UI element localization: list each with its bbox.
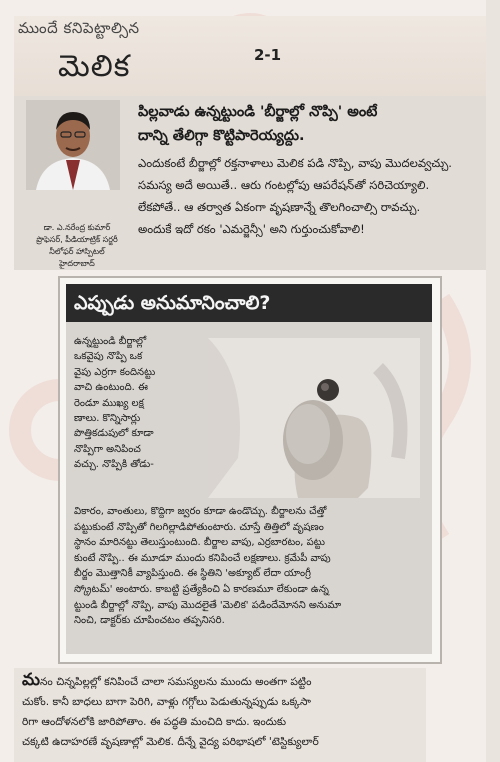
author-caption	[22, 222, 132, 270]
box-line: ఉన్నట్టుండి బీర్జాల్లో	[74, 336, 147, 347]
medical-photo	[208, 338, 420, 498]
box-line: కుంటే నొప్పి.. ఈ మూడూ ముందు కనిపించే లక్షణాలు. క్రమేపీ వాపు	[74, 552, 331, 564]
lead-section	[14, 96, 486, 270]
author-designation: ప్రొఫెసర్, పీడియాట్రిక్ సర్జరీ	[36, 235, 118, 244]
box-line: బీర్జం మొత్తానికీ వ్యాపిస్తుంది. ఈ స్థితిని 'అక్యూట్ లేదా యాంగ్రీ	[74, 568, 311, 580]
lead-body-line: ఎందుకంటే బీర్జాల్లో రక్తనాళాలు మెలిక పడి నొప్పి, వాపు మొదలవ్వచ్చు.	[138, 156, 452, 170]
lead-text	[138, 100, 482, 240]
lead-question-line: పిల్లవాడు ఉన్నట్టుండి 'బీర్జాల్లో నొప్పి' అంటే	[138, 104, 378, 120]
page-number: 2-1	[254, 46, 282, 64]
body-section	[14, 668, 426, 762]
author-name: డా. ఎ.నరేంద్ర కుమార్	[43, 223, 111, 232]
info-box	[58, 276, 442, 664]
info-box-full-text	[74, 504, 426, 629]
body-line: చక్కటి ఉదాహరణే వృషణాల్లో మెలిక. దీన్నే వైద్య పరిభాషలో 'టెస్టిక్యులార్	[22, 736, 319, 748]
author-city: హైదరాబాద్	[59, 259, 95, 268]
box-line: నొప్పిగా అనిపించ	[74, 443, 141, 455]
box-line: పట్టుకుంటే నొప్పితో గిలగిల్లాడిపోతుంటారు. చూస్తే తిత్తిలో వృషణం	[74, 521, 324, 533]
box-line: వికారం, వాంతులు, కొద్దిగా జ్వరం కూడా ఉండొచ్చు. బీర్జాలను చేత్తో	[74, 506, 327, 517]
author-photo	[26, 100, 120, 190]
kicker: ముందే కనిపెట్టాల్సిన	[18, 19, 140, 37]
page-edge	[486, 0, 500, 762]
article-header	[14, 16, 486, 96]
box-line: ణాలు. కొన్నిసార్లు	[74, 413, 141, 425]
info-box-left-text	[74, 334, 204, 473]
body-line-text: నం చిన్నపిల్లల్లో కనిపించే చాలా సమస్యలను ముందు అంతగా పట్టిం	[40, 676, 312, 688]
lead-question	[138, 100, 482, 148]
dropcap: మ	[22, 670, 40, 690]
box-line: వైపు ఎర్రగా కందినట్టు	[74, 366, 156, 378]
box-line: స్థానం మారినట్టు తెలుస్తుంటుంది. బీర్జాల వాపు, ఎర్రబారటం, పట్టు	[74, 537, 325, 549]
box-line: ట్టుండి బీర్జాల్లో నొప్పి, వాపు మొదలైతే 'మెలిక' పడిందేమోనని అనుమా	[74, 599, 342, 611]
lead-body-line: సమస్య అదే అయితే.. ఆరు గంటల్లోపు ఆపరేషన్‌తో సరిచెయ్యాలి.	[138, 178, 430, 192]
body-line: చుకోం. కానీ బాధలు బాగా పెరిగి, వాళ్లు గగ్గోలు పెడుతున్నప్పుడు ఒక్కసా	[22, 696, 311, 708]
box-line: వచ్చు. నొప్పికి తోడు-	[74, 459, 154, 471]
info-box-title: ఎప్పుడు అనుమానించాలి?	[66, 284, 432, 322]
lead-body	[138, 152, 482, 240]
headline: మెలిక	[58, 49, 131, 84]
info-box-body	[66, 322, 432, 654]
lead-body-line: అందుకే ఇదో రకం 'ఎమర్జెన్సీ' అని గుర్తుంచుకోవాలి!	[138, 222, 365, 236]
box-line: నించి, డాక్టర్‌కు చూపించటం తప్పనిసరి.	[74, 615, 225, 627]
lead-question-line: దాన్ని తేలిగ్గా కొట్టిపారెయ్యద్దు.	[138, 128, 305, 144]
lead-body-line: లేకపోతే.. ఆ తర్వాత ఏకంగా వృషణాన్నే తొలగించాల్సి రావచ్చు.	[138, 200, 421, 214]
box-line: ఒకవైపు నొప్పి ఒక	[74, 351, 143, 363]
box-line: స్క్రోటమ్' అంటారు. కాబట్టి ప్రత్యేకించి ఏ కారణమూ లేకుండా ఉన్న	[74, 583, 329, 595]
body-line: రిగా ఆందోళనలోకి జారిపోతాం. ఈ పద్ధతి మంచిది కాదు. ఇందుకు	[22, 716, 287, 728]
box-line: వాచి ఉంటుంది. ఈ	[74, 382, 148, 394]
body-line	[22, 670, 422, 692]
body-text	[22, 670, 422, 752]
author-hospital: నీలోఫర్ హాస్పిటల్	[49, 247, 105, 256]
box-line: రెండూ ముఖ్య లక్ష	[74, 397, 144, 409]
box-line: పొత్తికడుపులో కూడా	[74, 428, 154, 440]
